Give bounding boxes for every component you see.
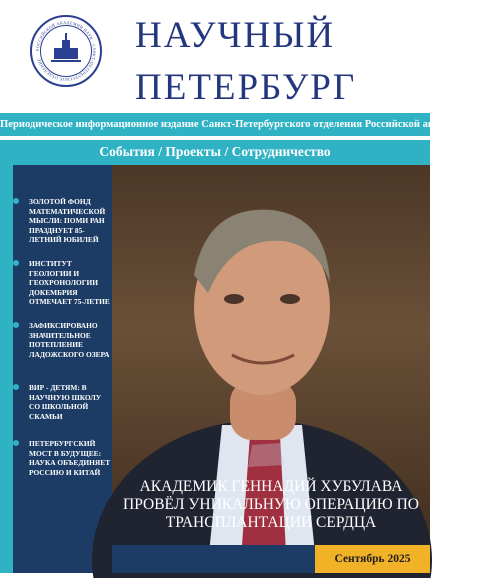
sidebar-item-text: ЗОЛОТОЙ ФОНД МАТЕМАТИЧЕСКОЙ МЫСЛИ: ПОМИ РАН ПРАЗДНУЕТ 85-ЛЕТНИЙ ЮБИЛЕЙ	[29, 197, 106, 245]
sections-label: События / Проекты / Сотрудничество	[99, 144, 331, 159]
title-line-2: ПЕТЕРБУРГ	[135, 67, 357, 108]
bullet-icon	[13, 322, 19, 328]
sidebar-item-text: ПЕТЕРБУРГСКИЙ МОСТ В БУДУЩЕЕ: НАУКА ОБЪЕДИНЯЕТ РОССИЮ И КИТАЙ	[29, 439, 111, 477]
bullet-icon	[13, 260, 19, 266]
bottom-bar	[112, 545, 315, 573]
bullet-icon	[13, 198, 19, 204]
title-line-1: НАУЧНЫЙ	[135, 15, 336, 56]
subtitle-bar: Периодическое информационное издание Санкт-Петербургского отделения Российской академии наук	[0, 113, 430, 136]
contents-sidebar	[13, 165, 112, 573]
issue-date: Сентябрь 2025	[315, 545, 430, 573]
bullet-icon	[13, 384, 19, 390]
sidebar-item-text: ВИР - ДЕТЯМ: В НАУЧНУЮ ШКОЛУ СО ШКОЛЬНОЙ СКАМЬИ	[29, 383, 102, 421]
left-accent-strip	[0, 165, 13, 573]
seal-ring-text: РОССИЙСКОЙ АКАДЕМИИ НАУК · САНКТ-ПЕТЕРБУРГСКОЕ ОТДЕЛЕНИЕ	[34, 19, 98, 83]
cover-headline: АКАДЕМИК ГЕННАДИЙ ХУБУЛАВА ПРОВЁЛ УНИКАЛЬНУЮ ОПЕРАЦИЮ ПО ТРАНСПЛАНТАЦИИ СЕРДЦА	[123, 478, 419, 531]
sidebar-item-text: ИНСТИТУТ ГЕОЛОГИИ И ГЕОХРОНОЛОГИИ ДОКЕМБРИЯ ОТМЕЧАЕТ 75-ЛЕТИЕ	[29, 259, 110, 307]
bullet-icon	[13, 440, 19, 446]
masthead	[0, 0, 430, 113]
magazine-title	[135, 10, 356, 114]
sidebar-item-text: ЗАФИКСИРОВАНО ЗНАЧИТЕЛЬНОЕ ПОТЕПЛЕНИЕ ЛАДОЖСКОГО ОЗЕРА	[29, 321, 110, 359]
academy-seal-icon	[30, 15, 102, 87]
